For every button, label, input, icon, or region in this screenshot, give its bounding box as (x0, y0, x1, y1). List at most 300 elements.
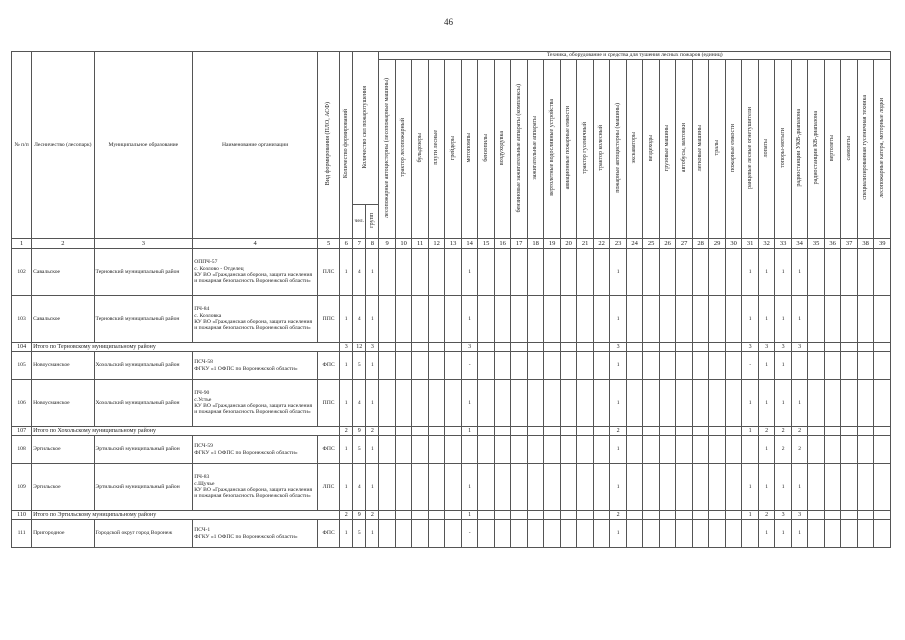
header-equipment-col-15-text: бензопилы (482, 133, 489, 162)
header-equipment-col-12-text: плуги лесные (433, 130, 440, 166)
row-equipment-18 (527, 352, 544, 380)
column-number: 17 (511, 239, 528, 249)
header-equipment-col-28-text: легковые машины (697, 124, 704, 171)
row-equipment-38 (857, 520, 874, 548)
row-people: 4 (353, 380, 366, 427)
row-equipment-24 (626, 352, 643, 380)
row-people: 4 (353, 296, 366, 343)
row-equipment-20 (560, 520, 577, 548)
row-equipment-13 (445, 511, 462, 520)
column-number: 23 (610, 239, 627, 249)
row-total-label: Итого по Хохольскому муниципальному району (32, 427, 340, 436)
row-equipment-11 (412, 296, 429, 343)
header-equipment-col-11-text: бульдозеры (416, 133, 423, 163)
row-equipment-28 (692, 296, 709, 343)
row-equipment-39 (874, 511, 891, 520)
header-equipment-col-39 (874, 60, 891, 239)
column-number: 34 (791, 239, 808, 249)
row-equipment-26 (659, 511, 676, 520)
header-equipment-col-9-text: лесопожарные автоцистерны (лесопожарные машины) (383, 77, 390, 218)
row-equipment-25 (643, 249, 660, 296)
row-equipment-22 (593, 249, 610, 296)
column-number: 21 (577, 239, 594, 249)
row-equipment-11 (412, 520, 429, 548)
row-equipment-9 (379, 427, 396, 436)
row-equipment-36 (824, 343, 841, 352)
row-equipment-13 (445, 427, 462, 436)
row-equipment-32: 1 (758, 249, 775, 296)
row-equipment-26 (659, 427, 676, 436)
row-total-label: Итого по Терновскому муниципальному району (32, 343, 340, 352)
row-groups: 1 (366, 436, 379, 464)
row-equipment-33: 2 (775, 436, 792, 464)
row-equipment-10 (395, 352, 412, 380)
row-equipment-14 (461, 436, 478, 464)
row-organization: ПСЧ-1 ФГКУ «1 ОФПС по Воронежской области» (193, 520, 318, 548)
row-equipment-27 (676, 511, 693, 520)
row-equipment-27 (676, 296, 693, 343)
row-equipment-32: 1 (758, 296, 775, 343)
row-equipment-27 (676, 352, 693, 380)
header-equipment-col-25-text: вездеходы (647, 134, 654, 161)
row-formation-type: ФПС (318, 520, 340, 548)
header-people: чел. (353, 205, 366, 239)
row-equipment-20 (560, 464, 577, 511)
row-equipment-25 (643, 464, 660, 511)
row-equipment-14: 1 (461, 511, 478, 520)
row-equipment-14: 1 (461, 249, 478, 296)
row-equipment-26 (659, 343, 676, 352)
row-equipment-24 (626, 249, 643, 296)
header-equipment-col-16 (494, 60, 511, 239)
row-equipment-21 (577, 464, 594, 511)
row-organization: ПЧ-90 с.Устье КУ ВО «Гражданская оборона, защита населения и пожарная безопасность Воронежской области» (193, 380, 318, 427)
row-equipment-17 (511, 427, 528, 436)
row-equipment-24 (626, 343, 643, 352)
column-number: 29 (709, 239, 726, 249)
row-equipment-39 (874, 464, 891, 511)
row-equipment-26 (659, 296, 676, 343)
column-number: 1 (12, 239, 32, 249)
row-equipment-21 (577, 427, 594, 436)
row-equipment-21 (577, 380, 594, 427)
row-equipment-35 (808, 511, 825, 520)
row-equipment-33: 1 (775, 464, 792, 511)
row-equipment-10 (395, 249, 412, 296)
row-equipment-23: 1 (610, 520, 627, 548)
row-formations-count: 1 (340, 464, 353, 511)
row-equipment-14: - (461, 352, 478, 380)
header-equipment-col-31 (742, 60, 759, 239)
row-equipment-34: 2 (791, 436, 808, 464)
row-equipment-30 (725, 427, 742, 436)
row-equipment-33: 1 (775, 249, 792, 296)
row-equipment-37 (841, 352, 858, 380)
row-groups: 2 (366, 427, 379, 436)
row-organization: ОППЧ-57 с. Козлово - Отделец КУ ВО «Гражданская оборона, защита населения и пожарная безопасность Воронежской области» (193, 249, 318, 296)
row-equipment-31 (742, 436, 759, 464)
header-equipment-col-35 (808, 60, 825, 239)
row-equipment-27 (676, 464, 693, 511)
row-equipment-27 (676, 427, 693, 436)
row-equipment-39 (874, 380, 891, 427)
column-number: 31 (742, 239, 759, 249)
row-equipment-24 (626, 427, 643, 436)
row-equipment-9 (379, 520, 396, 548)
header-equipment-col-35-text: радиостанции КВ-диапазона (812, 111, 819, 185)
header-equipment-col-33-text: топоры-мотыги (779, 127, 786, 168)
row-equipment-23: 1 (610, 352, 627, 380)
header-equipment-col-11 (412, 60, 429, 239)
row-equipment-38 (857, 296, 874, 343)
row-equipment-39 (874, 343, 891, 352)
row-equipment-21 (577, 436, 594, 464)
row-equipment-35 (808, 380, 825, 427)
row-equipment-18 (527, 520, 544, 548)
row-equipment-28 (692, 464, 709, 511)
row-equipment-9 (379, 249, 396, 296)
row-equipment-38 (857, 427, 874, 436)
header-forestry: Лесничество (лесопарк) (32, 52, 94, 239)
column-number: 36 (824, 239, 841, 249)
row-equipment-9 (379, 380, 396, 427)
row-equipment-39 (874, 427, 891, 436)
row-equipment-31: 1 (742, 464, 759, 511)
column-number: 6 (340, 239, 353, 249)
row-equipment-12 (428, 343, 445, 352)
row-formation-type: ППС (318, 296, 340, 343)
row-equipment-31: 1 (742, 511, 759, 520)
row-groups: 1 (366, 352, 379, 380)
row-equipment-33: 3 (775, 511, 792, 520)
row-equipment-36 (824, 249, 841, 296)
table-row (12, 296, 891, 343)
row-equipment-25 (643, 436, 660, 464)
row-equipment-23: 2 (610, 511, 627, 520)
header-formation-type (318, 52, 340, 239)
row-equipment-16 (494, 352, 511, 380)
row-equipment-36 (824, 520, 841, 548)
row-equipment-20 (560, 511, 577, 520)
row-number: 105 (12, 352, 32, 380)
row-equipment-22 (593, 380, 610, 427)
row-equipment-30 (725, 352, 742, 380)
column-number: 15 (478, 239, 495, 249)
header-equipment-col-23 (610, 60, 627, 239)
row-equipment-21 (577, 511, 594, 520)
total-row (12, 511, 891, 520)
row-equipment-20 (560, 296, 577, 343)
row-equipment-12 (428, 352, 445, 380)
row-equipment-24 (626, 520, 643, 548)
row-equipment-10 (395, 380, 412, 427)
row-equipment-39 (874, 436, 891, 464)
row-equipment-33: 1 (775, 520, 792, 548)
header-equipment-col-36-text: вертолеты (829, 134, 836, 161)
row-equipment-33: 2 (775, 427, 792, 436)
row-equipment-27 (676, 436, 693, 464)
row-equipment-21 (577, 520, 594, 548)
row-equipment-28 (692, 249, 709, 296)
row-equipment-29 (709, 427, 726, 436)
row-municipality: Хохольский муниципальный район (94, 380, 193, 427)
row-equipment-22 (593, 296, 610, 343)
row-equipment-20 (560, 352, 577, 380)
table-row (12, 520, 891, 548)
row-equipment-10 (395, 436, 412, 464)
row-equipment-34: 1 (791, 380, 808, 427)
row-equipment-38 (857, 352, 874, 380)
row-equipment-18 (527, 296, 544, 343)
column-number: 20 (560, 239, 577, 249)
row-equipment-26 (659, 436, 676, 464)
row-equipment-21 (577, 343, 594, 352)
row-equipment-37 (841, 380, 858, 427)
row-equipment-20 (560, 436, 577, 464)
row-equipment-17 (511, 352, 528, 380)
row-equipment-32: 1 (758, 520, 775, 548)
header-equipment-col-19-text: вертолетные водосливные устройства (548, 99, 555, 197)
row-number: 104 (12, 343, 32, 352)
row-equipment-18 (527, 380, 544, 427)
row-equipment-30 (725, 464, 742, 511)
row-municipality: Городской округ город Воронеж (94, 520, 193, 548)
header-equipment-col-14-text: мотопомпы (466, 133, 473, 163)
header-groups (366, 205, 379, 239)
header-equipment-col-22-text: трактор колесный (598, 124, 605, 171)
row-number: 109 (12, 464, 32, 511)
header-equipment-col-32-text: лопаты (763, 138, 770, 157)
row-equipment-20 (560, 343, 577, 352)
row-equipment-33: 3 (775, 343, 792, 352)
column-number: 8 (366, 239, 379, 249)
row-equipment-35 (808, 343, 825, 352)
row-equipment-24 (626, 464, 643, 511)
column-number: 22 (593, 239, 610, 249)
header-equipment-col-34 (791, 60, 808, 239)
column-number: 33 (775, 239, 792, 249)
row-equipment-30 (725, 296, 742, 343)
column-number: 11 (412, 239, 429, 249)
row-groups: 1 (366, 520, 379, 548)
row-equipment-15 (478, 464, 495, 511)
row-equipment-29 (709, 380, 726, 427)
column-number: 38 (857, 239, 874, 249)
row-equipment-34 (791, 352, 808, 380)
row-groups: 1 (366, 296, 379, 343)
row-equipment-14: 3 (461, 343, 478, 352)
row-equipment-29 (709, 464, 726, 511)
row-equipment-31 (742, 520, 759, 548)
row-equipment-29 (709, 352, 726, 380)
row-equipment-13 (445, 380, 462, 427)
row-equipment-27 (676, 380, 693, 427)
table-row (12, 249, 891, 296)
header-equipment-col-23-text: пожарные автоцистерны (машины) (614, 102, 621, 193)
row-equipment-36 (824, 436, 841, 464)
row-equipment-13 (445, 296, 462, 343)
row-groups: 1 (366, 464, 379, 511)
header-equipment-col-37-text: самолеты (845, 135, 852, 160)
row-equipment-19 (544, 511, 561, 520)
row-equipment-29 (709, 520, 726, 548)
row-equipment-37 (841, 520, 858, 548)
row-organization: ПЧ-84 с. Козловка КУ ВО «Гражданская оборона, защита населения и пожарная безопасность Воронежской области» (193, 296, 318, 343)
header-equipment-col-17-text: бензиновые зажигательные аппараты (комплексы) (515, 83, 522, 212)
row-equipment-17 (511, 296, 528, 343)
row-equipment-32: 2 (758, 511, 775, 520)
column-number: 30 (725, 239, 742, 249)
row-forestry: Новоусманское (32, 380, 94, 427)
row-equipment-15 (478, 520, 495, 548)
row-equipment-27 (676, 249, 693, 296)
row-groups: 1 (366, 249, 379, 296)
row-equipment-20 (560, 380, 577, 427)
row-equipment-26 (659, 520, 676, 548)
row-equipment-17 (511, 343, 528, 352)
header-equipment-col-25 (643, 60, 660, 239)
header-no: № п/п (12, 52, 32, 239)
row-equipment-25 (643, 352, 660, 380)
row-equipment-35 (808, 427, 825, 436)
row-equipment-24 (626, 380, 643, 427)
row-equipment-15 (478, 380, 495, 427)
row-formations-count: 1 (340, 520, 353, 548)
row-equipment-16 (494, 511, 511, 520)
row-forestry: Савальское (32, 296, 94, 343)
row-equipment-39 (874, 249, 891, 296)
row-equipment-31: 1 (742, 427, 759, 436)
row-equipment-20 (560, 427, 577, 436)
row-formations-count: 1 (340, 249, 353, 296)
header-equipment-col-31-text: ранцевые лесные огнетушители (746, 106, 753, 189)
row-equipment-28 (692, 436, 709, 464)
row-equipment-32: 1 (758, 352, 775, 380)
row-equipment-22 (593, 436, 610, 464)
row-equipment-12 (428, 380, 445, 427)
row-equipment-19 (544, 380, 561, 427)
column-number: 32 (758, 239, 775, 249)
row-equipment-31: 1 (742, 296, 759, 343)
row-equipment-15 (478, 249, 495, 296)
row-equipment-16 (494, 436, 511, 464)
row-equipment-38 (857, 249, 874, 296)
row-equipment-25 (643, 520, 660, 548)
row-equipment-15 (478, 427, 495, 436)
header-equipment-col-21-text: трактор гусеничный (581, 121, 588, 174)
total-row (12, 343, 891, 352)
row-equipment-30 (725, 511, 742, 520)
row-equipment-35 (808, 352, 825, 380)
row-people: 4 (353, 464, 366, 511)
row-equipment-19 (544, 520, 561, 548)
row-equipment-16 (494, 427, 511, 436)
row-equipment-13 (445, 249, 462, 296)
row-equipment-17 (511, 249, 528, 296)
column-number: 27 (676, 239, 693, 249)
row-formation-type: ЛПС (318, 464, 340, 511)
row-people: 12 (353, 343, 366, 352)
row-people: 4 (353, 249, 366, 296)
row-equipment-11 (412, 511, 429, 520)
header-equipment-col-12 (428, 60, 445, 239)
row-people: 5 (353, 436, 366, 464)
header-equipment-col-34-text: радиостанции УКВ-диапазона (796, 108, 803, 187)
row-equipment-27 (676, 343, 693, 352)
column-number: 19 (544, 239, 561, 249)
row-equipment-29 (709, 511, 726, 520)
row-equipment-39 (874, 520, 891, 548)
row-equipment-39 (874, 352, 891, 380)
row-equipment-35 (808, 464, 825, 511)
row-formations-count: 1 (340, 296, 353, 343)
column-number: 13 (445, 239, 462, 249)
row-equipment-11 (412, 352, 429, 380)
row-equipment-12 (428, 296, 445, 343)
row-groups: 3 (366, 343, 379, 352)
column-number: 16 (494, 239, 511, 249)
row-equipment-37 (841, 249, 858, 296)
row-equipment-16 (494, 249, 511, 296)
header-equipment-col-38-text: специализированная гусеничная техника (862, 95, 869, 201)
row-equipment-28 (692, 352, 709, 380)
row-equipment-21 (577, 249, 594, 296)
row-equipment-17 (511, 436, 528, 464)
row-equipment-36 (824, 296, 841, 343)
row-equipment-12 (428, 511, 445, 520)
row-equipment-28 (692, 380, 709, 427)
header-formations-count-text: Количество формирований (342, 109, 349, 179)
row-number: 111 (12, 520, 32, 548)
row-equipment-15 (478, 343, 495, 352)
row-equipment-23: 1 (610, 464, 627, 511)
header-formation-type-text: Вид формирования (ПЛО, АСФ) (325, 102, 332, 186)
header-equipment-col-18-text: зажигательные аппараты (532, 115, 539, 180)
header-equipment-col-14 (461, 60, 478, 239)
row-organization: ПСЧ-58 ФГКУ «1 ОФПС по Воронежской области» (193, 352, 318, 380)
row-formations-count: 2 (340, 427, 353, 436)
header-equipment-col-38 (857, 60, 874, 239)
column-number: 7 (353, 239, 366, 249)
row-equipment-12 (428, 427, 445, 436)
header-forces-count-text: Количество сил пожаротушения (362, 85, 369, 168)
row-equipment-37 (841, 427, 858, 436)
header-municipality: Муниципальное образование (94, 52, 193, 239)
row-equipment-9 (379, 436, 396, 464)
header-equipment: Техника, оборудование и средства для тушения лесных пожаров (единиц) (379, 52, 891, 60)
row-equipment-9 (379, 296, 396, 343)
row-equipment-37 (841, 511, 858, 520)
header-equipment-col-17 (511, 60, 528, 239)
row-number: 110 (12, 511, 32, 520)
row-equipment-12 (428, 436, 445, 464)
header-equipment-col-20 (560, 60, 577, 239)
column-number: 14 (461, 239, 478, 249)
row-equipment-11 (412, 436, 429, 464)
row-number: 108 (12, 436, 32, 464)
row-equipment-22 (593, 464, 610, 511)
row-forestry: Савальское (32, 249, 94, 296)
column-number: 25 (643, 239, 660, 249)
header-equipment-col-24-text: экскаваторы (631, 132, 638, 164)
row-equipment-18 (527, 343, 544, 352)
row-formation-type: ППС (318, 380, 340, 427)
row-people: 5 (353, 352, 366, 380)
row-equipment-10 (395, 343, 412, 352)
row-equipment-14: 1 (461, 464, 478, 511)
row-equipment-9 (379, 343, 396, 352)
row-equipment-23: 1 (610, 296, 627, 343)
